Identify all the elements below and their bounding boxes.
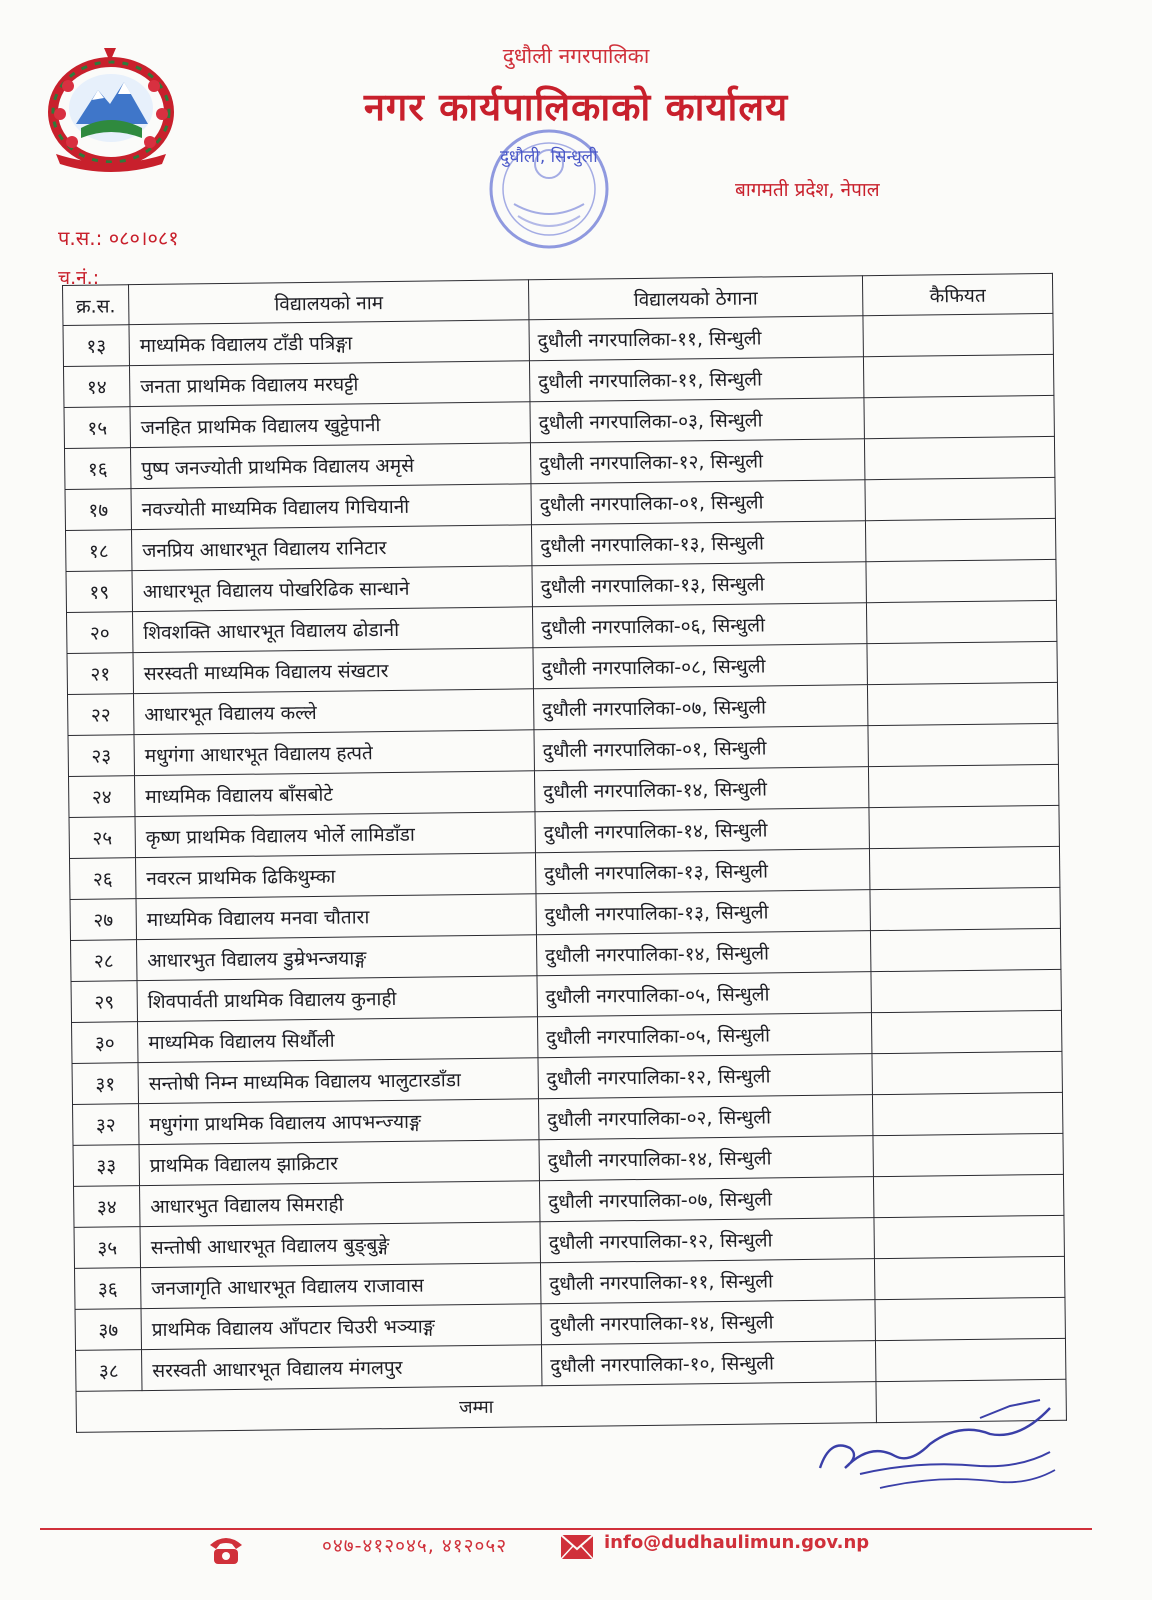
row-remarks <box>872 1051 1062 1094</box>
row-school-address: दुधौली नगरपालिका-१३, सिन्धुली <box>531 521 865 566</box>
row-school-name: मधुगंगा प्राथमिक विद्यालय आपभन्ज्याङ्ग <box>139 1099 539 1145</box>
row-remarks <box>874 1256 1064 1299</box>
row-serial: १७ <box>65 489 131 531</box>
row-school-address: दुधौली नगरपालिका-०५, सिन्धुली <box>537 1013 871 1058</box>
footer-phone-numbers: ०४७-४१२०४५, ४१२०५२ <box>322 1535 508 1557</box>
row-school-address: दुधौली नगरपालिका-०६, सिन्धुली <box>532 603 866 648</box>
row-serial: ३७ <box>75 1309 141 1351</box>
row-serial: १४ <box>63 366 129 408</box>
row-school-name: माध्यमिक विद्यालय बाँसबोटे <box>134 771 534 817</box>
row-school-address: दुधौली नगरपालिका-०७, सिन्धुली <box>539 1177 873 1222</box>
header-school-name: विद्यालयको नाम <box>129 280 529 325</box>
row-school-name: जनजागृति आधारभूत विद्यालय राजावास <box>141 1263 541 1309</box>
row-serial: २५ <box>69 817 135 859</box>
header-school-address: विद्यालयको ठेगाना <box>528 276 862 320</box>
row-school-address: दुधौली नगरपालिका-१४, सिन्धुली <box>536 931 870 976</box>
row-serial: ३४ <box>74 1186 140 1228</box>
row-school-address: दुधौली नगरपालिका-०२, सिन्धुली <box>538 1095 872 1140</box>
row-school-address: दुधौली नगरपालिका-१३, सिन्धुली <box>532 562 866 607</box>
row-remarks <box>874 1215 1064 1258</box>
phone-icon <box>206 1533 246 1567</box>
row-school-address: दुधौली नगरपालिका-१४, सिन्धुली <box>534 767 868 812</box>
row-remarks <box>867 682 1057 725</box>
row-remarks <box>875 1297 1065 1340</box>
province-line: बागमती प्रदेश, नेपाल <box>735 179 880 201</box>
reference-number: प.स.: ०८०।०८१ <box>58 226 179 250</box>
row-remarks <box>872 1092 1062 1135</box>
row-serial: २२ <box>68 694 134 736</box>
row-school-name: माध्यमिक विद्यालय सिर्थौली <box>138 1017 538 1063</box>
row-remarks <box>868 723 1058 766</box>
row-school-name: प्राथमिक विद्यालय झाक्रिटार <box>139 1140 539 1186</box>
row-remarks <box>865 477 1055 520</box>
row-serial: ३३ <box>73 1145 139 1187</box>
row-serial: २१ <box>67 653 133 695</box>
row-school-name: शिवशक्ति आधारभूत विद्यालय ढोडानी <box>132 607 532 653</box>
row-school-name: पुष्प जनज्योती प्राथमिक विद्यालय अमृसे <box>130 443 530 489</box>
schools-table <box>62 273 1067 1433</box>
row-school-name: आधारभूत विद्यालय पोखरिढिक सान्धाने <box>132 566 532 612</box>
footer-email[interactable]: info@dudhaulimun.gov.np <box>604 1532 870 1553</box>
row-remarks <box>869 805 1059 848</box>
row-serial: २८ <box>71 940 137 982</box>
row-school-address: दुधौली नगरपालिका-०८, सिन्धुली <box>533 644 867 689</box>
row-serial: ३२ <box>73 1104 139 1146</box>
row-school-address: दुधौली नगरपालिका-१४, सिन्धुली <box>539 1136 873 1181</box>
row-school-address: दुधौली नगरपालिका-१३, सिन्धुली <box>535 849 869 894</box>
row-school-name: जनहित प्राथमिक विद्यालय खुट्टेपानी <box>130 402 530 448</box>
row-school-name: सरस्वती आधारभूत विद्यालय मंगलपुर <box>142 1345 542 1391</box>
row-remarks <box>863 354 1053 397</box>
row-remarks <box>873 1133 1063 1176</box>
row-serial: १३ <box>63 325 129 367</box>
row-remarks <box>864 395 1054 438</box>
row-serial: २४ <box>69 776 135 818</box>
row-remarks <box>870 928 1060 971</box>
row-school-name: सरस्वती माध्यमिक विद्यालय संखटार <box>133 648 533 694</box>
row-serial: ३८ <box>76 1350 142 1392</box>
row-school-name: मधुगंगा आधारभूत विद्यालय हत्पते <box>134 730 534 776</box>
row-school-address: दुधौली नगरपालिका-०१, सिन्धुली <box>531 480 865 525</box>
header-serial: क्र.स. <box>63 285 129 326</box>
total-label: जम्मा <box>76 1382 876 1433</box>
row-school-name: आधारभुत विद्यालय सिमराही <box>140 1181 540 1227</box>
row-serial: ३१ <box>72 1063 138 1105</box>
dispatch-number: च.नं.: <box>58 267 100 289</box>
row-school-name: माध्यमिक विद्यालय टाँडी पत्रिङ्गा <box>129 320 529 366</box>
row-serial: ३० <box>72 1022 138 1064</box>
row-school-address: दुधौली नगरपालिका-१२, सिन्धुली <box>540 1218 874 1263</box>
row-school-address: दुधौली नगरपालिका-११, सिन्धुली <box>540 1259 874 1304</box>
seal-location-text: दुधौली, सिन्धुली <box>500 147 598 167</box>
row-remarks <box>864 436 1054 479</box>
row-remarks <box>870 887 1060 930</box>
row-school-address: दुधौली नगरपालिका-११, सिन्धुली <box>529 357 863 402</box>
row-school-name: माध्यमिक विद्यालय मनवा चौतारा <box>136 894 536 940</box>
row-remarks <box>871 969 1061 1012</box>
row-school-name: नवज्योती माध्यमिक विद्यालय गिचियानी <box>131 484 531 530</box>
row-serial: २६ <box>70 858 136 900</box>
header-remarks: कैफियत <box>862 273 1052 315</box>
municipality-name: दुधौली नगरपालिका <box>502 44 650 68</box>
row-remarks <box>866 559 1056 602</box>
office-title: नगर कार्यपालिकाको कार्यालय <box>363 85 789 129</box>
handwritten-signature <box>800 1378 1070 1508</box>
row-school-name: सन्तोषी आधारभूत विद्यालय बुङ्बुङ्गे <box>140 1222 540 1268</box>
row-school-name: आधारभूत विद्यालय कल्ले <box>133 689 533 735</box>
row-school-address: दुधौली नगरपालिका-११, सिन्धुली <box>529 316 863 361</box>
row-school-address: दुधौली नगरपालिका-०३, सिन्धुली <box>530 398 864 443</box>
row-remarks <box>868 764 1058 807</box>
row-school-name: जनता प्राथमिक विद्यालय मरघट्टी <box>129 361 529 407</box>
row-remarks <box>866 600 1056 643</box>
row-serial: १८ <box>65 530 131 572</box>
row-serial: १९ <box>66 571 132 613</box>
row-school-address: दुधौली नगरपालिका-१४, सिन्धुली <box>535 808 869 853</box>
row-serial: २० <box>67 612 133 654</box>
row-serial: २९ <box>71 981 137 1023</box>
row-serial: २७ <box>70 899 136 941</box>
row-school-name: जनप्रिय आधारभूत विद्यालय रानिटार <box>131 525 531 571</box>
row-remarks <box>875 1338 1065 1381</box>
row-serial: ३६ <box>75 1268 141 1310</box>
row-school-address: दुधौली नगरपालिका-०१, सिन्धुली <box>534 726 868 771</box>
row-school-address: दुधौली नगरपालिका-१२, सिन्धुली <box>538 1054 872 1099</box>
row-school-name: सन्तोषी निम्न माध्यमिक विद्यालय भालुटारडाँडा <box>138 1058 538 1104</box>
row-remarks <box>863 313 1053 356</box>
row-serial: १५ <box>64 407 130 449</box>
row-school-name: शिवपार्वती प्राथमिक विद्यालय कुनाही <box>137 976 537 1022</box>
row-remarks <box>865 518 1055 561</box>
row-remarks <box>873 1174 1063 1217</box>
row-school-name: कृष्ण प्राथमिक विद्यालय भोर्ले लामिडाँडा <box>135 812 535 858</box>
row-remarks <box>871 1010 1061 1053</box>
row-school-name: प्राथमिक विद्यालय आँपटार चिउरी भञ्याङ्ग <box>141 1304 541 1350</box>
row-school-address: दुधौली नगरपालिका-०५, सिन्धुली <box>537 972 871 1017</box>
row-school-address: दुधौली नगरपालिका-१२, सिन्धुली <box>530 439 864 484</box>
row-school-name: नवरत्न प्राथमिक ढिकिथुम्का <box>136 853 536 899</box>
row-school-name: आधारभुत विद्यालय डुम्रेभन्जयाङ्ग <box>137 935 537 981</box>
row-remarks <box>867 641 1057 684</box>
row-school-address: दुधौली नगरपालिका-१४, सिन्धुली <box>541 1300 875 1345</box>
row-school-address: दुधौली नगरपालिका-१०, सिन्धुली <box>541 1341 875 1386</box>
row-school-address: दुधौली नगरपालिका-०७, सिन्धुली <box>533 685 867 730</box>
row-serial: १६ <box>64 448 130 490</box>
row-school-address: दुधौली नगरपालिका-१३, सिन्धुली <box>536 890 870 935</box>
row-serial: ३५ <box>74 1227 140 1269</box>
mail-icon <box>560 1534 594 1560</box>
footer-divider <box>40 1528 1092 1530</box>
row-remarks <box>869 846 1059 889</box>
row-serial: २३ <box>68 735 134 777</box>
